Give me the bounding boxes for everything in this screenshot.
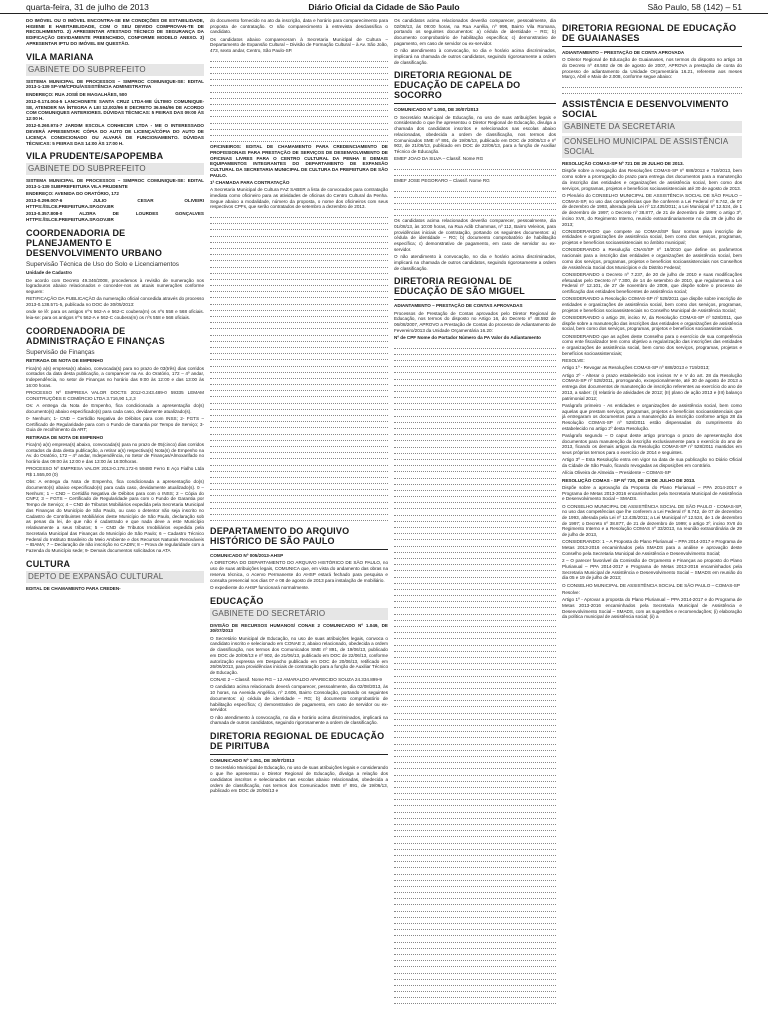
- notice-heading: Unidade de Cadastro: [26, 270, 72, 276]
- notice-heading: COMUNICADO Nº 1.051, DE 30/07/2013: [210, 758, 295, 764]
- notice-text: O candidato acima relacionado deverá comparecer, pessoalmente, dia 02/08/2013, às 10 horas, na Avenida Angélica, nº 2.606, Bairro Consolação, portando os seguintes documentos: a) cédula de identidade – RG; b) documento comprobatório de habilitação específica; c) demonstrativo de pagamento, em caso de servidor ou ex-servidor.: [210, 684, 388, 713]
- notice-text: 2013-0.357.808-0 ALZIRA DE LOURDES GONÇALVES HTTPS://SLCE.PREFEITURA.SP.GOV.BR: [26, 211, 204, 223]
- notice-text: De acordo com Decreto 49.346/2008, procedemos à revisão de numeração nos logradouros abaixo relacionados e conceder-nos as atuais numerações conforme seguem:: [26, 277, 204, 295]
- notice-heading: RESOLUÇÃO COMAS-SP Nº 721 DE 29 JULHO DE 2013.: [562, 161, 684, 167]
- signature: Alícia Oliveira de Almeida – Presidente – COMAS-SP: [562, 470, 671, 476]
- notice-text: O não atendimento à convocação, no dia e horário acima discriminados, implicará na chamada de outros candidatos, seguindo rigorosamente a ordem de classificação.: [210, 714, 388, 726]
- intro-text: DO IMÓVEL OU O IMÓVEL ENCONTRA-SE EM CONDIÇÕES DE ESTABILIDADE, HIGIENE E HABITABILIDADE, COM O SEU DEVIDO COMPROVAN-TE DE RECOLHIMENTO. 2) APRESENTAR ATESTADO TÉCNICO DE SEGURANÇA DA EDIFICAÇÃO DEVIDAMENTE PREENCHIDO, CONFORME MODELO ANEXO. 3) APRESENTAR IPTU DO IMÓVEL EM QUESTÃO.: [26, 18, 204, 46]
- notice-text: Fica(m) a(s) empresa(s) abaixo, convocada(s) para no prazo de 03(três) dias corridos contados da data desta publicação, a comparecer na Av. do Oratório, 172 – 4º andar, Independência, no setor de Finanças no horário das 9:00 às 12:00 e das 13:00 às 16:00 horas.: [26, 365, 204, 388]
- notice-text: O Secretário Municipal de Educação, no uso de suas atribuições legais, convoca o candidato inscrito e selecionado em CONAE 2, abaixo relacionado, obedecida a ordem de classificação, nos termos dos Comunicados SME nº 891, de 19/06/13, publicado em DOC de 20/06/13 e nº 902, de 21/06/13, publicado em DOC de 22/06/13, conforme autorização expressa em Despacho publicado em DOC de 20/06/13, retificado em 26/06/2013, para providências iniciais de contratação para a função de Auxiliar Técnico de Educação.: [210, 635, 388, 675]
- notice-text: RETIFICAÇÃO DA PUBLICAÇÃO da numeração oficial concedida através do processo 2013-0.138.571-5, publicada no DOC de 30/05/2013:: [26, 296, 204, 308]
- notice-heading: DIVISÃO DE RECURSOS HUMANOS/ CONAE 2 COMUNICADO Nº 1.049, DE 30/07/2013: [210, 622, 388, 634]
- column-4: [562, 18, 742, 1024]
- notice-text: Artigo 1º - Revogar as Resoluções COMAS-SP nº 688/2013 e 719/2013;: [562, 365, 710, 371]
- notice-heading: RETIRADA DE NOTA DE EMPENHO: [26, 358, 104, 364]
- table-rows: [562, 82, 742, 94]
- divider: [210, 754, 388, 755]
- subsection-gabinete: GABINETE DO SUBPREFEITO: [26, 163, 204, 175]
- divider: [394, 103, 556, 104]
- subsection-financas: Supervisão de Finanças: [26, 348, 95, 356]
- section-vila-prudente: VILA PRUDENTE/SAPOPEMBA: [26, 151, 164, 162]
- section-educacao: EDUCAÇÃO: [210, 595, 264, 606]
- header-date: quarta-feira, 31 de julho de 2013: [26, 2, 149, 12]
- notice-text: O CONSELHO MUNICIPAL DE ASSISTÊNCIA SOCIAL DE SÃO PAULO – COMAS-SP: [562, 582, 740, 588]
- section-assistencia: ASSISTÊNCIA E DESENVOLVIMENTO SOCIAL: [562, 99, 729, 120]
- notice-text: onde se lê: para os antigos nº's 562-A e 562-C coubera(m) os nºs 558 e 568 oficiais. leia-se: para os antigos nº's 562-A e 562-C coubera(m) os nºs 558 e 568 oficiais.: [26, 309, 204, 321]
- notice-text: Parágrafo primeiro - As entidades e organizações de assistência social, bem como aquelas que prestam serviços, programas, projetos e benefícios socioassistenciais que já entregaram os documentos para a manutenção da inscrição conforme artigo 28 da Resolução COMAS-SP nº 528/2011 estão dispensadas do cumprimento do estabelecido no artigo 2º desta Resolução.: [562, 402, 742, 431]
- table-header: Nº de CPF Nome do Portador Número da PA Valor do Adiantamento: [394, 335, 541, 341]
- notice-text: Resolve:: [562, 589, 580, 595]
- notice-text: O não atendimento à convocação, no dia e horário acima discriminados, implicará na chamada de outros candidatos, seguindo rigorosamente a ordem de classificação.: [394, 48, 556, 65]
- section-sao-miguel: DIRETORIA REGIONAL DE EDUCAÇÃO DE SÃO MIGUEL: [394, 276, 525, 297]
- notice-heading: SISTEMA MUNICIPAL DE PROCESSOS – SIMPROC COMUNIQUE-SE: EDITAL 2013-1-139 SUBPREFEITURA VILA PRUDENTE: [26, 178, 204, 189]
- notice-text: CONSIDERANDO o artigo 28, inciso IV, da Resolução COMAS-SP nº 528/2011, que dispõe sobre a manutenção das inscrições das entidades e organizações de assistência social, bem como dos serviços, programas, projetos e benefícios socioassistenciais.: [562, 315, 742, 332]
- divider: [562, 46, 742, 47]
- section-arquivo: DEPARTAMENTO DO ARQUIVO HISTÓRICO DE SÃO PAULO: [210, 526, 350, 547]
- column-1: [26, 18, 204, 1024]
- page-header: [0, 0, 768, 14]
- section-vila-mariana: VILA MARIANA: [26, 51, 94, 62]
- notice-text: ENDEREÇO: RUA JOSÉ DE MAGALHÃES, 500: [26, 91, 127, 97]
- notice-text: Parágrafo segundo – O caput deste artigo prorroga o prazo de apresentação dos documentos para manutenção da inscrição exclusivamente para o exercício do ano de 2013, ficando os demais artigos da Resolução COMAS-SP nº 528/2011 mantidos em seus próprios termos para o exercício de 2014 e seguintes.: [562, 432, 742, 456]
- divider: [394, 299, 556, 300]
- notice-heading: COMUNICADO Nº 1.050, DE 30/07/2013: [394, 107, 479, 113]
- notice-text: ENDEREÇO: AVENIDA DO ORATÓRIO, 172: [26, 191, 119, 197]
- notice-text: Obs: A entrega da Nota de Empenho, fica condicionada a apresentação do(s) documento(s) abaixo especificado(s) para cada caso, devidamente atualizado(s). 0 – Nenhum; 1 – CND – Certidão Negativa de Débitos para com o INSS; 2 – Cópia do CNPJ; 3 – FGTS – Certificado de Regularidade para com o Fundo de Garantia por Tempo de Serviço; 4 – CND de Tributos Mobiliários expedida pela Secretaria Municipal das Finanças do Município de São Paulo, ou caso o detentor não seja inscrito no Cadastro de Contribuintes Mobiliários deste Município de São Paulo, declaração sob as penas da lei, de que não é cadastrado e que nada deve a este Município relativamente a seus tributos; 5 – CND de Tributos Imobiliários expedida pela Secretaria Municipal das Finanças do Município de São Paulo; 6 – Cadastro Técnico Federal do Instituto Brasileiro do Meio Ambiente e dos Recursos Naturais Renováveis – IBAMA; 7 – Declaração de não inscrição no CADIN; 8 – Prova de regularidade com a Fazenda do Município sede; 9- Demais documentos solicitados na ATA: [26, 479, 204, 554]
- notice-text: Dispõe sobre a aprovação da Proposta do Plano Plurianual – PPA 2014-2017 e Programa de Metas 2013-2016 encaminhados pela Secretaria Municipal de Assistência e Desenvolvimento Social – SMADS.: [562, 484, 742, 502]
- section-planejamento: COORDENADORIA DE PLANEJAMENTO E DESENVOLVIMENTO URBANO: [26, 227, 163, 258]
- notice-heading: RESOLUÇÃO COMAS - SP Nº 720, DE 29 DE JULHO DE 2013.: [562, 477, 696, 483]
- notice-text: Artigo 1º - Aprovar a proposta do Plano Plurianual – PPA 2014-2017 e do Programa de Metas 2013-2016 encaminhados pela Secretaria Municipal de Assistência e Desenvolvimento Social – SMADS, com as sugestões e recomendações; (i) elaboração da política municipal de assistência social; (ii) a: [562, 597, 742, 620]
- subsection-gabinete: GABINETE DA SECRETÁRIA: [562, 121, 742, 133]
- notice-heading: SISTEMA MUNICIPAL DE PROCESSOS – SIMPROC COMUNIQUE-SE: EDITAL 2013-1-139 SP-VM/CPDU/ASSISTÊNCIA ADMINISTRATIVA: [26, 78, 204, 90]
- notice-text: CONSIDERANDO o Decreto nº 7.237, de 20 de julho de 2010 e suas modificações efetuadas pelo Decreto nº 7.300, de 14 de setembro de 2010, que regulamenta a Lei Federal nº 12.101, de 27 de novembro de 2009, que dispõe sobre o processo de certificação das entidades beneficentes de assistência social;: [562, 271, 742, 295]
- notice-text: 2012-0.260.974-7 JARDIM ESCOLA CONHECER LTDA - ME O INTERESSADO DEVERÁ APRESENTAR: CÓPIA DO AUTO DE LICENÇA/CÓPIA DO AUTO DE LICENÇA CONDICIONADO OU ALVARÁ DE FUNCIONAMENTO. DÚVIDAS TÉCNICAS: 5 FEIRAS DAS 14:00 ÀS 17:00 H.: [26, 123, 204, 146]
- notice-text: CONAE 2 – Classif. Nome RG – 12 AMARALDO APARECIDO SOUZA 24.334.899-9: [210, 677, 382, 683]
- table-rows: [394, 186, 556, 217]
- notice-text: do documento fornecido no ato da inscrição, data e horário para comparecimento para proposta de contratação. O não comparecimento à entrevista desclassifica o candidato.: [210, 18, 388, 35]
- notice-text: Os candidatos abaixo compareceram à Secretaria Municipal de Cultura – Departamento de Expansão Cultural – Divisão de Formação Cultural – à Av. São João, 473, sexto andar, Centro, São Paulo-SP.: [210, 36, 388, 54]
- notice-text: 2 – O parecer favorável da Comissão de Orçamento e Finanças ao proposto do Plano Plurianual – PPA 2014-2017 e Programa de Metas 2013-2016 encaminhados pela Secretaria Municipal de Assistência e Desenvolvimento Social – SMADS em reunião do dia 05 e 19 de julho de 2013;: [562, 558, 742, 581]
- section-guaianases: DIRETORIA REGIONAL DE EDUCAÇÃO DE GUAIANASES: [562, 23, 737, 43]
- notice-text: O expediente do AHSP funcionará normalmente.: [210, 584, 310, 590]
- notice-text: CONSIDERANDO a Resolução CNAS/SP nº 16/2010 que define os parâmetros nacionais para a inscrição das entidades e organizações de assistência social, bem como dos serviços, programas, projetos e benefícios socioassistenciais nos Conselhos de Assistência Social dos Municípios e do Distrito Federal;: [562, 247, 742, 270]
- table-rows: [210, 212, 388, 521]
- subsection-gabinete: GABINETE DO SECRETÁRIO: [210, 608, 388, 620]
- section-capela-socorro: DIRETORIA REGIONAL DE EDUCAÇÃO DE CAPELA DO SOCORRO: [394, 70, 521, 101]
- header-title: Diário Oficial da Cidade de São Paulo: [308, 2, 460, 12]
- notice-text: Fica(m) a(s) empresa(s) abaixo, convocada(s) para no prazo de 05(cinco) dias corridos contados da data desta publicação, a retirar a(s) respectiva(s) Nota(s) de Empenho na Av. do Oratório, 172 – 4º andar, Independência, no Setor de Finanças/Almoxarifado no horário das 09:00 às 12:00 e das 13:00 às 16:00horas.: [26, 441, 204, 465]
- notice-text: O Secretário Municipal de Educação, no uso de suas atribuições legais e considerando o que lhe apresentou o Diretor Regional de Educação, divulga a relação dos candidatos inscritos e selecionados nas escolas abaixo relacionadas, obedecida a ordem de classificação, nos termos dos Comunicados SME nº 891, de 19/06/13, publicado em DOC de 20/06/13 e: [210, 765, 388, 794]
- notice-text: PROCESSO Nº EMPRESA VALOR 2013-0.178.172-6 59480 Ferro E Aço Fialho Ltda R$ 1.555,00 (0): [26, 466, 204, 477]
- table-rows: [394, 164, 556, 176]
- notice-text: A DIRETORA DO DEPARTAMENTO DO ARQUIVO HISTÓRICO DE SÃO PAULO, no uso de suas atribuições legais, COMUNICA que, em vista do andamento das obras na reserva técnica, o Acervo Permanente do AHSP estará fechado para pesquisa e consulta presencial nos dias 07 e 08 de agosto de 2013 para instalação de mobiliário.: [210, 560, 388, 583]
- notice-text: 2013-0.299.007-6 JULIO CESAR OLIVEIRI HTTPS://SLCE.PREFEITURA.SP.GOV.BR: [26, 198, 204, 210]
- notice-heading: OFICINEIROS: EDITAL DE CHAMAMENTO PARA CREDENCIAMENTO DE PROFISSIONAIS PARA PRESTAÇÃO DE SERVIÇOS DE DESENVOLVIMENTO DE OFICINAS LIVRES PARA O CENTRO CULTURAL DA PENHA E DEMAIS EQUIPAMENTOS INTEGRANTES DO DEPARTAMENTO DE EXPANSÃO CULTURAL DA SECRETARIA MUNICIPAL DE CULTURA DA PREFEITURA DE SÃO PAULO.: [210, 144, 388, 178]
- notice-heading: ADIANTAMENTO – PRESTAÇÃO DE CONTA APROVADA: [562, 50, 685, 55]
- notice-text: CONSIDERANDO que compete ao COMAS/SP fixar normas para inscrição de entidades e organizações de assistência social, bem como dos serviços, programas, projetos e benefícios socioassistenciais no âmbito municipal;: [562, 228, 742, 246]
- notice-text: Os candidatos acima relacionados deverão comparecer, pessoalmente, dia 02/08/13, às 09:00 horas, na Rua Aurélia, nº 996, Bairro Vila Romana, portando os seguintes documentos: a) cédula de identidade – RG; b) documento comprobatório de habilitação específica; c) demonstrativo de pagamento, em caso de servidor ou ex-servidor.: [394, 18, 556, 46]
- divider: [210, 549, 388, 550]
- subsection-expansao: DEPTO DE EXPANSÃO CULTURAL: [26, 571, 204, 583]
- notice-text: O CONSELHO MUNICIPAL DE ASSISTÊNCIA SOCIAL DE SÃO PAULO - COMAS-SP, no uso das competências que lhe conferem a Lei Federal nº 8.742, de 07 de dezembro de 1993, alterada pela Lei nº 12.435/2011; a Lei Municipal nº 12.524, de 1 de dezembro de 1997; o Decreto nº 38.877, de 21 de dezembro de 1999; o artigo 3º, inciso XVII do Regimento Interno e a Resolução COMAS nº 33/2013, na reunião extraordinária de 29 de julho de 2013,: [562, 503, 742, 538]
- notice-heading: RETIRADA DE NOTA DE EMPENHO: [26, 434, 104, 440]
- table-rows: [210, 56, 388, 142]
- section-administracao: COORDENADORIA DE ADMINISTRAÇÃO E FINANÇAS: [26, 325, 165, 346]
- section-pirituba: DIRETORIA REGIONAL DE EDUCAÇÃO DE PIRITUBA: [210, 731, 385, 752]
- notice-text: Dispõe sobre a revogação das Resoluções COMAS-SP nº 688/2013 e 719/2013, bem como sobre a prorrogação do prazo para entrega dos documentos para a manutenção da inscrição das entidades e organizações de assistência social, bem como dos serviços, programas, projetos e benefícios socioassistenciais até 30 de agosto de 2013.: [562, 168, 742, 191]
- notice-text: CONSIDERANDO a Resolução COMAS-SP nº 528/2011 que dispõe sobre inscrição de entidades e organizações de assistência social, bem como dos serviços, programas, projetos e benefícios socioassistenciais no Conselho Municipal de Assistência Social;: [562, 296, 742, 313]
- notice-text: O não atendimento à convocação, no dia e horário acima discriminados, implicará na chamada de outros candidatos, seguindo rigorosamente a ordem de classificação.: [394, 254, 556, 271]
- notice-text: Os: A entrega da Nota de Empenho, fica condicionada a apresentação do(s) documento(s) abaixo especificado(s) para cada caso, devidamente atualizado(s).: [26, 402, 204, 414]
- notice-text: EMEF JOAO DA SILVA – Classif. Nome RG: [394, 156, 484, 162]
- notice-text: CONSIDERANDO que as ações deste Conselho para o exercício de sua competência como ente fiscalizador tem como objetivo a regularização das inscrições das entidades e organizações de assistência social, bem como dos serviços, programas, projetos e benefícios socioassistenciais;: [562, 333, 742, 356]
- notice-text: O Secretário Municipal de Educação, no uso de suas atribuições legais e considerando o que lhe apresentou o Diretor Regional de Educação, divulga a chamada dos candidatos inscritos e selecionados nas escolas abaixo relacionadas, obedecida a ordem de classificação, nos termos dos Comunicados SME nº 891, de 19/06/13, publicado em DOC de 20/06/13 e nº 902, de 21/06/13, publicado em DOC de 22/06/13, para a função de Auxiliar Técnico de Educação.: [394, 114, 556, 155]
- notice-text: PROCESSO Nº EMPRESA VALOR DOCTS 2012-0.243.489-0 59335 LEMAM CONSTRUÇÕES E COMÉRCIO LTDA 3.716,90 1,2,3: [26, 389, 204, 401]
- notice-text: Artigo 3º – Esta Resolução entra em vigor na data de sua publicação no Diário Oficial da Cidade de São Paulo, ficando revogadas as disposições em contrário.: [562, 457, 742, 469]
- notice-text: Os candidatos acima relacionados deverão comparecer, pessoalmente, dia 01/08/13, às 10:00 horas, na Rua Adib Chammas, nº 112, Bairro Veleiros, para providências iniciais de contratação, portando os seguintes documentos: a) cédula de identidade – RG; b) documento comprobatório de habilitação específica; c) demonstrativo de pagamento, em caso de servidor ou ex-servidor.: [394, 218, 556, 252]
- subsection-uso-solo: Supervisão Técnica de Uso do Solo e Licenciamentos: [26, 260, 179, 268]
- notice-heading: EDITAL DE CHAMAMENTO PARA CREDEN-: [26, 585, 121, 591]
- notice-text: O Plenário do CONSELHO MUNICIPAL DE ASSISTÊNCIA SOCIAL DE SÃO PAULO – COMAS-SP, no uso das competências que lhe conferem a Lei Federal nº 8.742, de 07 de dezembro de 1993, alterada pela Lei nº 12.435/2011; a Lei Municipal nº 12.524, de 1 de dezembro de 1997; o Decreto nº 38.877, de 21 de dezembro de 1999; o artigo 3º, inciso XVII, do Regimento Interno, reunido extraordinariamente no dia 29 de julho de 2013;: [562, 192, 742, 227]
- notice-text: CONSIDERANDO: 1 – A Proposta do Plano Plurianual – PPA 2014-2017 e Programa de Metas 2013-2016 encaminhados pela SMADS para a análise e aprovação deste Conselho pela Secretaria Municipal de Assistência e Desenvolvimento Social;: [562, 539, 742, 556]
- section-cultura: CULTURA: [26, 558, 71, 569]
- notice-text: 2012-0.174.004-5 LANCHONETE SANTA CRUZ LTDA-ME ÚLTIMO COMUNIQUE-SE, ATENDER NA ÍNTEGRA A LEI 12.002/96 E DECRETO 36.594/96 DE ACORDO COM COMUNIQUES ANTERIORES. DÚVIDAS TÉCNICAS: 5 FEIRAS DAS 09:00 ÀS 12:00 H.: [26, 98, 204, 122]
- notice-text: RESOLVE:: [562, 358, 585, 364]
- notice-text: Artigo 2º - Alterar o prazo estabelecido nos incisos IV e V do art. 28 da Resolução COMAS-SP nº 528/2011, prorrogando, excepcionalmente, até 30 de agosto de 2013 a entrega dos documentos de manutenção de inscrição referentes ao exercício do ano de 2013, a saber: (I) relatório de atividades de 2012; (II) plano de ação 2013 e (III) balanço patrimonial 2012;: [562, 372, 742, 401]
- column-3: [394, 18, 556, 1024]
- notice-text: A Secretaria Municipal de Cultura FAZ SABER a lista de convocados para contratação imediata como oficineiro para as atividades de oficinas do Centro Cultural da Penha. Segue abaixo a modalidade, número da proposta, o nome dos oficineiros com seus respectivos CPFs, que serão contratados de setembro a dezembro de 2013.: [210, 187, 388, 210]
- notice-text: O Diretor Regional de Educação de Guaianases, nos termos do disposto no artigo 16 do Decreto nº 48.592 de 06 de agosto de 2007, APROVA a prestação de conta do processo de adiantamento da Unidade Orçamentária 16.21, referente aos meses Março, Abril e Maio de 2.008, conforme segue abaixo:: [562, 57, 742, 80]
- notice-heading: ADIANTAMENTO – PRESTAÇÃO DE CONTAS APROVADAS: [394, 303, 523, 309]
- column-2: [210, 18, 388, 1024]
- notice-text: Processos de Prestação de Contas aprovados pelo Diretor Regional de Educação, nos termos do disposto no Artigo 16, do Decreto nº 48.592 de 06/08/2007, APROVO a Prestação de Contas do processo de Adiantamento de Fevereiro/2013 da Unidade Orçamentária 16.20:: [394, 310, 556, 333]
- notice-text: 0- Nenhum; 1- CND – Certidão Negativa de Débitos para com INSS; 2- FGTS – Certificado de Regularidade para com o Fundo de Garantia por Tempo de Serviço; 3- Guia de recolhimento da ART;: [26, 415, 204, 433]
- subsection-comas: CONSELHO MUNICIPAL DE ASSISTÊNCIA SOCIAL: [562, 136, 742, 158]
- table-rows: [394, 343, 556, 1005]
- notice-text: EMEF JOSE PEGORARO – Classif. Nome RG: [394, 177, 490, 183]
- header-page: São Paulo, 58 (142) – 51: [647, 2, 742, 12]
- notice-heading: COMUNICADO Nº 005/2013-AHSP: [210, 553, 284, 559]
- subsection-gabinete: GABINETE DO SUBPREFEITO: [26, 64, 204, 76]
- notice-heading: 1ª CHAMADA PARA CONTRATAÇÃO: [210, 180, 290, 186]
